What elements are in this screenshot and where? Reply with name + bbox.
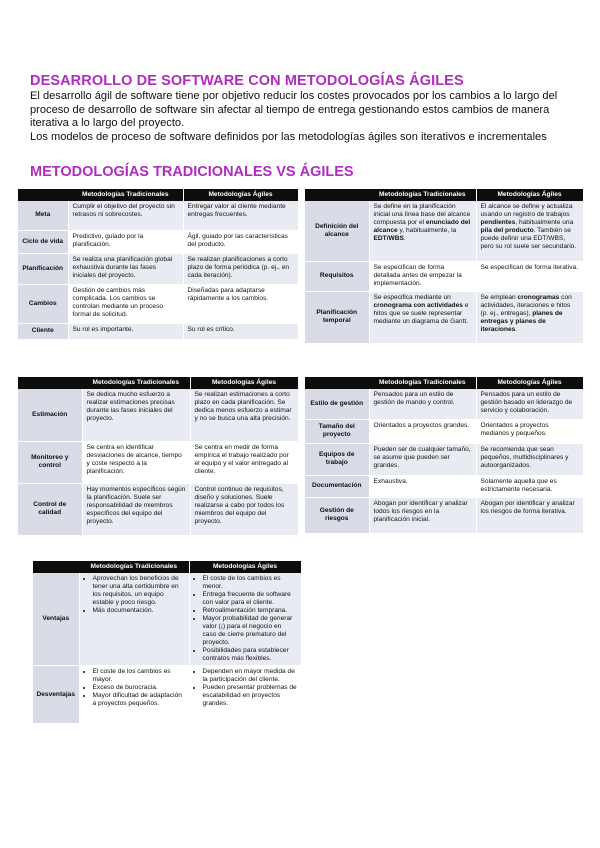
- cell-agile: Orientados a proyectos medianos y pequeños.: [476, 419, 583, 443]
- row-label: Requisitos: [305, 261, 369, 291]
- table-row: [305, 443, 583, 475]
- comparison-table-scope: [305, 189, 584, 344]
- cell-agile: Se emplean cronogramas con actividades, iteraciones e hitos (p. ej., entregas), planes de entregas y planes de iteraciones.: [476, 291, 583, 343]
- row-label: Estimación: [18, 389, 82, 441]
- list-item: • Entrega frecuente de software con valor para el cliente.: [203, 591, 298, 607]
- cell-traditional: Hay momentos específicos según la planificación. Suele ser responsabilidad de miembros específicos del equipo del proyecto.: [82, 483, 190, 535]
- cell-agile: Control continuo de requisitos, diseño y soluciones. Suele realizarse a cabo por todos los miembros del equipo del proyecto.: [190, 483, 298, 535]
- cell-traditional: Su rol es importante.: [68, 323, 183, 339]
- table-header-row: [33, 561, 301, 573]
- header-traditional: Metodologías Tradicionales: [369, 377, 476, 389]
- table-row: [18, 483, 298, 535]
- row-label: Gestión de riesgos: [305, 497, 369, 533]
- cell-agile: Su rol es crítico.: [183, 323, 298, 339]
- row-label: Cambios: [18, 284, 68, 323]
- table-row: [18, 253, 298, 284]
- cell-agile: Diseñadas para adaptarse rápidamente a los cambios.: [183, 284, 298, 323]
- table-row: [305, 475, 583, 497]
- cell-traditional: Gestión de cambios más complicada. Los cambios se controlan mediante un proceso formal de solicitud.: [68, 284, 183, 323]
- row-label: Equipos de trabajo: [305, 443, 369, 475]
- table-header-row: [18, 377, 298, 389]
- cell-agile: El alcance se define y actualiza usando un registro de trabajos pendientes, habitualmente una pila del producto. También se puede definir una EDT/WBS, pero su rol suele ser secundario.: [476, 201, 583, 261]
- list-item: • Posibilidades para establecer contratos más flexibles.: [203, 647, 298, 663]
- row-label: Planificación temporal: [305, 291, 369, 343]
- header-agile: Metodologías Ágiles: [190, 377, 298, 389]
- row-label: Control de calidad: [18, 483, 82, 535]
- row-label: Monitoreo y control: [18, 441, 82, 483]
- row-label: Ciclo de vida: [18, 230, 68, 253]
- header-traditional: Metodologías Tradicionales: [79, 561, 189, 573]
- table-header-row: [305, 377, 583, 389]
- cell-traditional: Se centra en identificar desviaciones de alcance, tiempo y coste respecto a la planificación.: [82, 441, 190, 483]
- cell-traditional: Cumplir el objetivo del proyecto sin retrasos ni sobrecostes.: [68, 201, 183, 230]
- header-traditional: Metodologías Tradicionales: [68, 189, 183, 201]
- cell-traditional: Exhaustiva.: [369, 475, 476, 497]
- cell-traditional: Se define en la planificación inicial una línea base del alcance compuesta por el enunciado del alcance y, habitualmente, la EDT/WBS.: [369, 201, 476, 261]
- row-label: Tamaño del proyecto: [305, 419, 369, 443]
- table-row: [18, 389, 298, 441]
- cell-traditional: [79, 573, 189, 666]
- intro-text: [30, 90, 590, 144]
- header-agile: Metodologías Ágiles: [183, 189, 298, 201]
- table-row: [33, 666, 301, 724]
- cell-traditional: Abogan por identificar y analizar todos los riesgos en la planificación inicial.: [369, 497, 476, 533]
- cell-agile: Pensados para un estilo de gestión basado en liderazgo de servicio y colaboración.: [476, 389, 583, 419]
- list-item: • Pueden presentar problemas de escalabilidad en proyectos grandes.: [203, 684, 298, 708]
- row-label: Cliente: [18, 323, 68, 339]
- table-row: [305, 497, 583, 533]
- table-row: [305, 419, 583, 443]
- table-row: [18, 441, 298, 483]
- intro-paragraph: El desarrollo ágil de software tiene por objetivo reducir los costes provocados por los cambios a lo largo del proceso de desarrollo de software sin afectar al tiempo de entrega gestionando estos cambios de manera iterativa a lo largo del proyecto.: [30, 90, 558, 130]
- cell-traditional: [79, 666, 189, 724]
- row-label: Planificación: [18, 253, 68, 284]
- row-label: Meta: [18, 201, 68, 230]
- comparison-table-estimation: [18, 377, 299, 536]
- page-title: DESARROLLO DE SOFTWARE CON METODOLOGÍAS ÁGILES: [30, 73, 464, 89]
- cell-traditional: Se dedica mucho esfuerzo a realizar estimaciones precisas durante las fases iniciales del proyecto.: [82, 389, 190, 441]
- table-row: [305, 291, 583, 343]
- cell-agile: [189, 573, 301, 666]
- cell-agile: Se realizan planificaciones a corto plazo de forma periódica (p. ej., en cada iteración).: [183, 253, 298, 284]
- section-title: METODOLOGÍAS TRADICIONALES VS ÁGILES: [30, 164, 354, 180]
- cell-traditional: Se realiza una planificación global exhaustiva durante las fases iniciales del proyecto.: [68, 253, 183, 284]
- cell-traditional: Pueden ser de cualquier tamaño, se asume que pueden ser grandes.: [369, 443, 476, 475]
- comparison-table-pros-cons: [33, 561, 302, 724]
- list-item: • Más documentación.: [93, 607, 185, 615]
- list-item: • Retroalimentación temprana.: [203, 607, 298, 615]
- row-label: Desventajas: [33, 666, 79, 724]
- header-agile: Metodologías Ágiles: [476, 377, 583, 389]
- list-item: • Mayor dificultad de adaptación a proyectos pequeños.: [93, 692, 185, 708]
- header-agile: Metodologías Ágiles: [189, 561, 301, 573]
- header-traditional: Metodologías Tradicionales: [369, 189, 476, 201]
- table-row: [305, 261, 583, 291]
- row-label: Estilo de gestión: [305, 389, 369, 419]
- row-label: Documentación: [305, 475, 369, 497]
- cell-agile: Se realizan estimaciones a corto plazo en cada planificación. Se dedica menos esfuerzo a estimar y no se busca una alta precisión.: [190, 389, 298, 441]
- cell-agile: Ágil, guiado por las características del producto.: [183, 230, 298, 253]
- cell-traditional: Pensados para un estilo de gestión de mando y control.: [369, 389, 476, 419]
- row-label: Definición del alcance: [305, 201, 369, 261]
- header-agile: Metodologías Ágiles: [476, 189, 583, 201]
- cell-traditional: Orientados a proyectos grandes.: [369, 419, 476, 443]
- table-row: [18, 201, 298, 230]
- table-row: [305, 389, 583, 419]
- list-item: • El coste de los cambios es menor.: [203, 575, 298, 591]
- cell-agile: Entregar valor al cliente mediante entregas frecuentes.: [183, 201, 298, 230]
- cell-traditional: Predictivo, guiado por la planificación.: [68, 230, 183, 253]
- row-label: Ventajas: [33, 573, 79, 666]
- list-item: • Mayor probabilidad de generar valor (¡) para el negocio en caso de cierre prematuro del proyecto.: [203, 615, 298, 647]
- cell-traditional: Se especifican de forma detallada antes de empezar la implementación.: [369, 261, 476, 291]
- list-item: • Aprovechan los beneficios de tener una alta certidumbre en los requisitos, un equipo estable y poco riesgo.: [93, 575, 185, 607]
- cell-agile: [189, 666, 301, 724]
- list-item: • Dependen en mayor medida de la participación del cliente.: [203, 668, 298, 684]
- table-row: [18, 230, 298, 253]
- comparison-table-general: [18, 189, 299, 340]
- cell-agile: Se recomienda que sean pequeños, multidisciplinares y autoorganizados.: [476, 443, 583, 475]
- table-row: [18, 323, 298, 339]
- cell-agile: Abogan por identificar y analizar los riesgos de forma iterativa.: [476, 497, 583, 533]
- comparison-table-management: [305, 377, 584, 534]
- table-header-row: [18, 189, 298, 201]
- intro-paragraph: Los modelos de proceso de software definidos por las metodologías ágiles son iterativos e incrementales: [30, 130, 547, 143]
- table-header-row: [305, 189, 583, 201]
- cell-agile: Se especifican de forma iterativa.: [476, 261, 583, 291]
- header-traditional: Metodologías Tradicionales: [82, 377, 190, 389]
- list-item: • El coste de los cambios es mayor.: [93, 668, 185, 684]
- table-row: [305, 201, 583, 261]
- table-row: [33, 573, 301, 666]
- list-item: • Exceso de burocracia.: [93, 684, 185, 692]
- table-row: [18, 284, 298, 323]
- cell-traditional: Se especifica mediante un cronograma con actividades e hitos que se suele representar mediante un diagrama de Gantt.: [369, 291, 476, 343]
- cell-agile: Se centra en medir de forma empírica el trabajo realizado por el equipo y el valor entregado al cliente.: [190, 441, 298, 483]
- cell-agile: Solamente aquella que es estrictamente necesaria.: [476, 475, 583, 497]
